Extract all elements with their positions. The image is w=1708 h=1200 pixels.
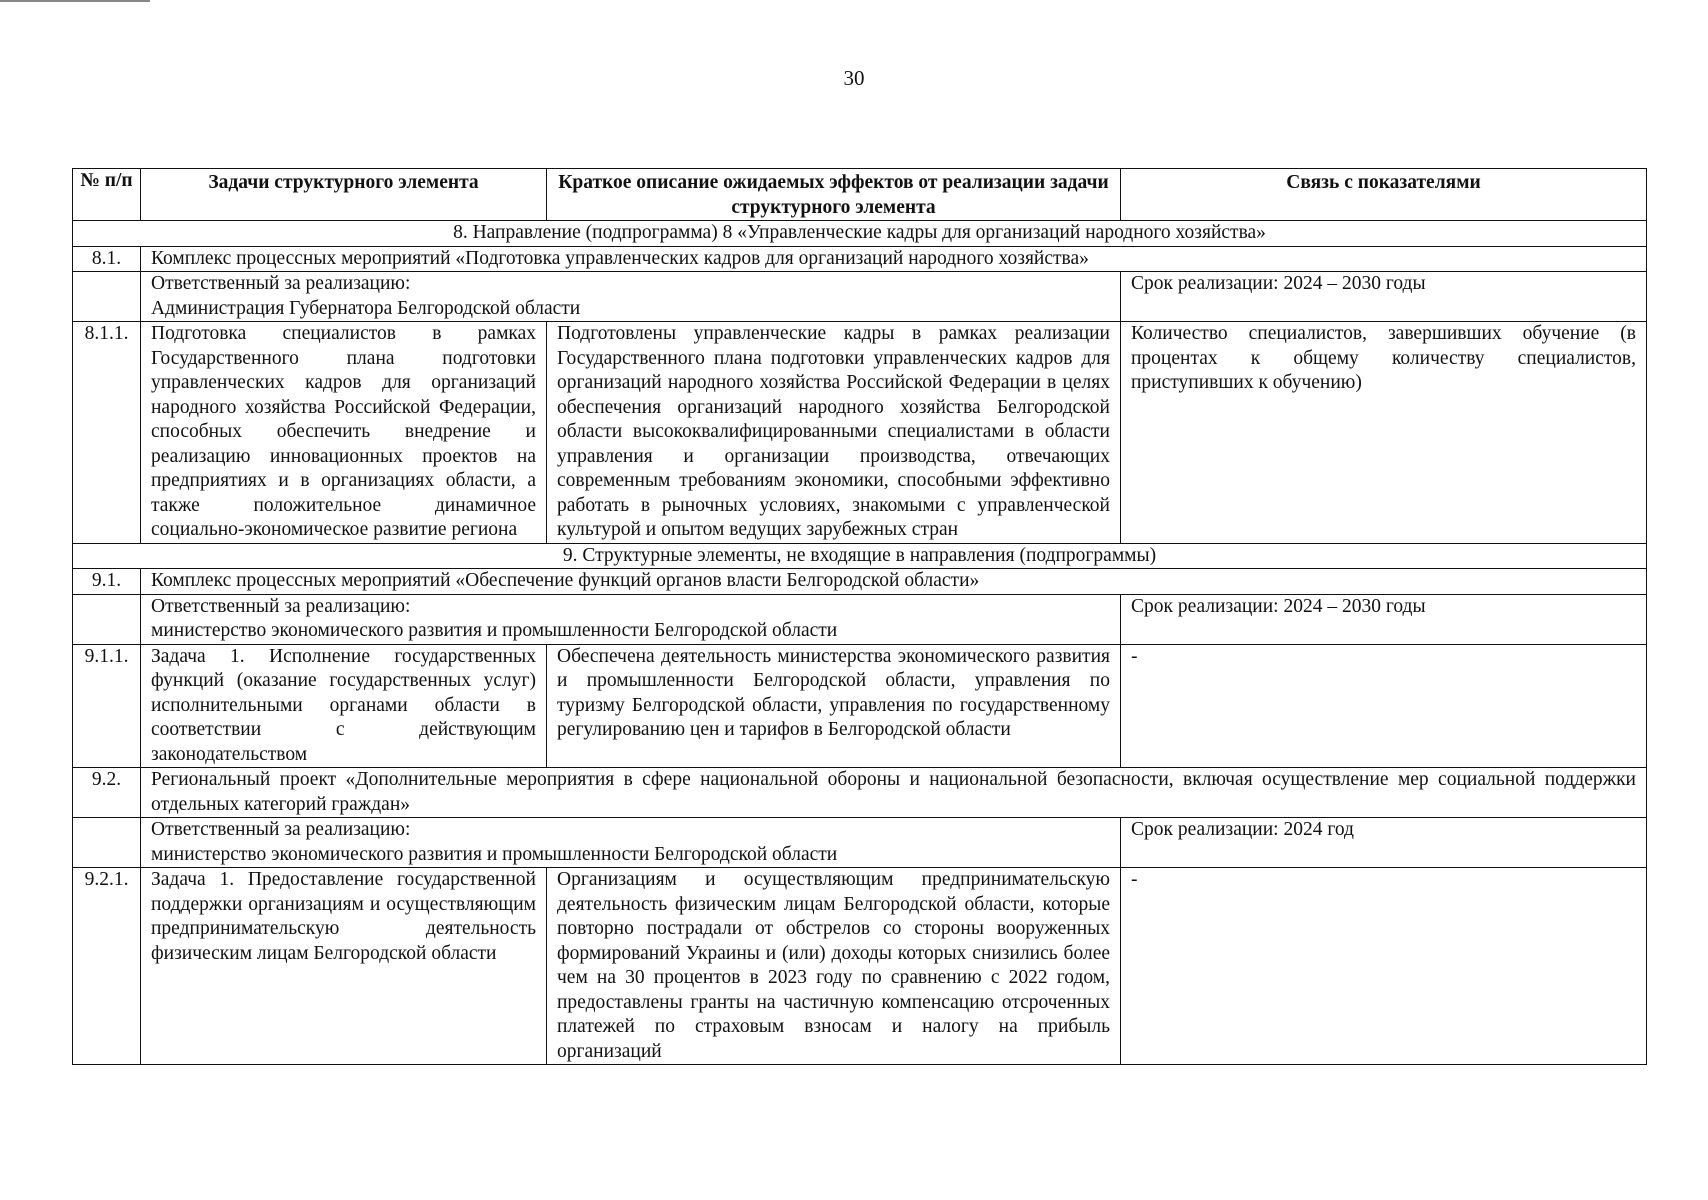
page-number: 30 xyxy=(843,66,865,90)
row-number: 9.1. xyxy=(73,569,141,595)
section-9-title: 9. Структурные элементы, не входящие в направления (подпрограммы) xyxy=(73,543,1647,569)
header-num: № п/п xyxy=(73,169,141,221)
row-number: 8.1. xyxy=(73,246,141,272)
section-row xyxy=(73,543,1647,569)
table-row xyxy=(73,322,1647,544)
table-row xyxy=(73,644,1647,768)
row-number: 9.2.1. xyxy=(73,868,141,1065)
row-number: 9.2. xyxy=(73,768,141,818)
effect-cell: Организациям и осуществляющим предпринимательскую деятельность физическим лицам Белгородской области, которые повторно пострадали от обстрелов со стороны вооруженных формирований Украины и (или) доходы которых снизились более чем на 30 процентов в 2023 году по сравнению с 2022 годом, предоставлены гранты на частичную компенсацию отсроченных платежей по страховым взносам и налогу на прибыль организаций xyxy=(547,868,1121,1065)
row-number-empty xyxy=(73,272,141,322)
header-effects: Краткое описание ожидаемых эффектов от реализации задачи структурного элемента xyxy=(547,169,1121,221)
responsible-label: Ответственный за реализацию: xyxy=(151,819,411,840)
table-row xyxy=(73,768,1647,818)
term-cell: Срок реализации: 2024 – 2030 годы xyxy=(1121,272,1647,322)
table-header-row xyxy=(73,169,1647,221)
responsible-cell xyxy=(141,272,1121,322)
section-row xyxy=(73,221,1647,247)
responsible-name: Администрация Губернатора Белгородской области xyxy=(151,297,581,319)
term-cell: Срок реализации: 2024 год xyxy=(1121,818,1647,868)
table-row xyxy=(73,272,1647,322)
responsible-label: Ответственный за реализацию: xyxy=(151,273,411,294)
row-number: 9.1.1. xyxy=(73,644,141,768)
project-title: Региональный проект «Дополнительные мероприятия в сфере национальной обороны и национальной безопасности, включая осуществление мер социальной поддержки отдельных категорий граждан» xyxy=(141,768,1647,818)
row-number-empty xyxy=(73,594,141,644)
task-cell: Задача 1. Исполнение государственных функций (оказание государственных услуг) исполнительными органами области в соответствии с действующим законодательством xyxy=(141,644,547,768)
header-tasks: Задачи структурного элемента xyxy=(141,169,547,221)
responsible-cell xyxy=(141,818,1121,868)
responsible-label: Ответственный за реализацию: xyxy=(151,595,411,617)
responsible-name: министерство экономического развития и промышленности Белгородской области xyxy=(151,843,838,865)
table-row xyxy=(73,868,1647,1065)
table-row xyxy=(73,569,1647,595)
task-cell: Подготовка специалистов в рамках Государственного плана подготовки управленческих кадров для организаций народного хозяйства Российской Федерации, способных обеспечить внедрение и реализацию инновационных проектов на предприятиях и в организациях области, а также положительное динамичное социально-экономическое развитие региона xyxy=(141,322,547,544)
term-cell: Срок реализации: 2024 – 2030 годы xyxy=(1121,594,1647,644)
indicator-cell: - xyxy=(1121,644,1647,768)
indicator-cell: - xyxy=(1121,868,1647,1065)
table-row xyxy=(73,594,1647,644)
header-indicators: Связь с показателями xyxy=(1121,169,1647,221)
row-number-empty xyxy=(73,818,141,868)
complex-title: Комплекс процессных мероприятий «Подготовка управленческих кадров для организаций народного хозяйства» xyxy=(141,246,1647,272)
structural-elements-table xyxy=(72,168,1647,1065)
responsible-name: министерство экономического развития и промышленности Белгородской области xyxy=(151,620,838,641)
responsible-cell xyxy=(141,594,1121,644)
effect-cell: Обеспечена деятельность министерства экономического развития и промышленности Белгородской области, управления по туризму Белгородской области, управления по государственному регулированию цен и тарифов в Белгородской области xyxy=(547,644,1121,768)
table-row xyxy=(73,818,1647,868)
scan-edge-mark xyxy=(0,0,150,2)
indicator-cell: Количество специалистов, завершивших обучение (в процентах к общему количеству специалистов, приступивших к обучению) xyxy=(1121,322,1647,544)
complex-title: Комплекс процессных мероприятий «Обеспечение функций органов власти Белгородской области» xyxy=(141,569,1647,595)
table-row xyxy=(73,246,1647,272)
row-number: 8.1.1. xyxy=(73,322,141,544)
task-cell: Задача 1. Предоставление государственной поддержки организациям и осуществляющим предпринимательскую деятельность физическим лицам Белгородской области xyxy=(141,868,547,1065)
section-8-title: 8. Направление (подпрограмма) 8 «Управленческие кадры для организаций народного хозяйства» xyxy=(73,221,1647,247)
effect-cell: Подготовлены управленческие кадры в рамках реализации Государственного плана подготовки управленческих кадров для организаций народного хозяйства Российской Федерации в целях обеспечения организаций народного хозяйства Белгородской области высококвалифицированными специалистами в области управления и организации производства, отвечающих современным требованиям экономики, способными эффективно работать в рыночных условиях, знакомыми с управленческой культурой и опытом ведущих зарубежных стран xyxy=(547,322,1121,544)
